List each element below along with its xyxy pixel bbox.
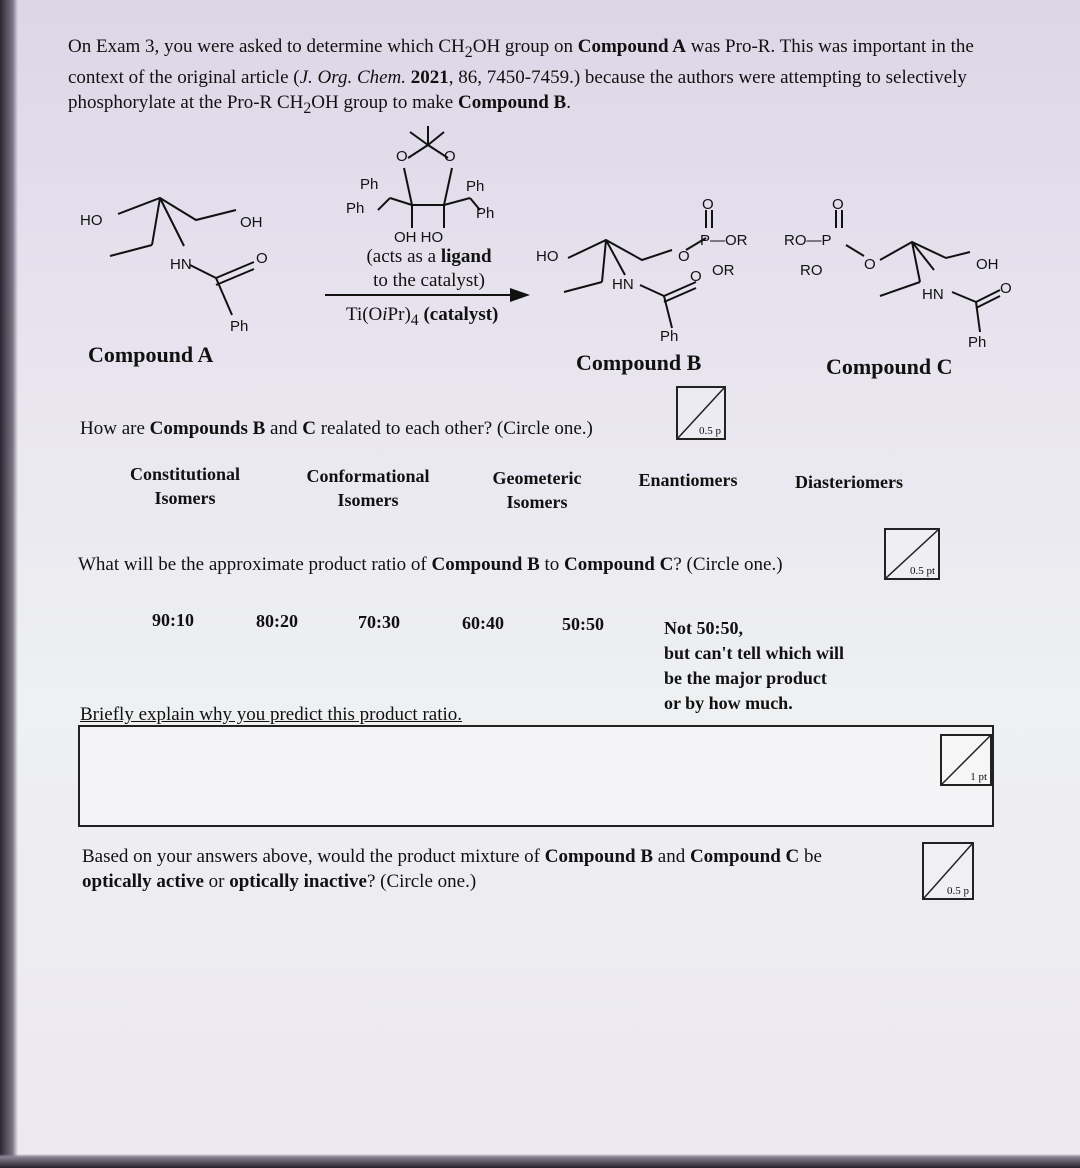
q2-option-60-40[interactable]: 60:40 (462, 613, 504, 633)
ligand-ph1-label: Ph (360, 176, 379, 193)
compound-a-oh-label: OH (240, 214, 263, 231)
compound-a-o-label: O (256, 250, 268, 267)
compound-b-p-or-label: P—OR (700, 232, 748, 249)
ligand-structure (378, 126, 480, 228)
compound-c-o-label: O (1000, 280, 1012, 297)
compound-a-hn-label: HN (170, 256, 192, 273)
compound-a-ph-label: Ph (230, 318, 249, 335)
q2-option-80-20[interactable]: 80:20 (256, 611, 298, 631)
score-box-diagonal (942, 736, 990, 784)
question-4-score-box[interactable]: 0.5 p (922, 842, 974, 900)
ligand-note: (acts as a ligand to the catalyst) (366, 246, 492, 291)
question-1-score-box[interactable]: 0.5 p (676, 386, 726, 440)
ligand-ph4-label: Ph (476, 205, 495, 222)
screen-bottom-edge (0, 1154, 1080, 1168)
q1-option-enantiomers[interactable]: Enantiomers (638, 470, 738, 490)
score-box-diagonal (924, 844, 972, 898)
compound-c-ro-p-label: RO—P (784, 232, 832, 249)
compound-b-or-label: OR (712, 262, 735, 279)
q2-option-70-30[interactable]: 70:30 (358, 612, 400, 632)
catalyst-label: $Ti(OiPr)_4$ (catalyst) (346, 304, 499, 329)
compound-b-o-top-label: O (702, 196, 714, 213)
q1-option-conformational[interactable]: Conformational Isomers (306, 466, 430, 510)
ligand-o1-label: O (396, 148, 408, 165)
compound-a-ho-label: HO (80, 212, 103, 229)
q1-option-diastereomers[interactable]: Diasteriomers (795, 472, 903, 492)
compound-c-hn-label: HN (922, 286, 944, 303)
compound-c-ro-label: RO (800, 262, 823, 279)
explanation-answer-box[interactable] (78, 725, 994, 827)
q2-option-not-50-50[interactable]: Not 50:50, but can't tell which will be the major product or by how much. (664, 618, 845, 713)
score-box-diagonal (678, 388, 724, 438)
q1-option-geometric[interactable]: Geometeric Isomers (492, 468, 582, 512)
compound-b-name: Compound B (576, 350, 702, 375)
compound-c-name: Compound C (826, 354, 953, 379)
intro-paragraph: On Exam 3, you were asked to determine which $CH_2OH$ group on Compound A was Pro-R. This was important in the context of the original article (J. Org. Chem. 2021, 86, 7450-7459.) because the authors were attempting to selectively phosphorylate at the Pro-R $CH_2OH$ group to make Compound B. (68, 36, 974, 117)
compound-b-ho-label: HO (536, 248, 559, 265)
ligand-ohho-label: OH HO (394, 229, 444, 246)
compound-b-hn-label: HN (612, 276, 634, 293)
q2-option-90-10[interactable]: 90:10 (152, 610, 194, 630)
ligand-o2-label: O (444, 148, 456, 165)
ligand-ph3-label: Ph (346, 200, 365, 217)
compound-a-name: Compound A (88, 342, 214, 367)
question-1-text: How are Compounds B and C realated to each other? (Circle one.) (80, 418, 593, 439)
ligand-ph2-label: Ph (466, 178, 485, 195)
question-3-text: Briefly explain why you predict this product ratio. (80, 704, 463, 725)
compound-c-o-link-label: O (864, 256, 876, 273)
compound-b-o-link-label: O (678, 248, 690, 265)
q1-option-constitutional[interactable]: Constitutional Isomers (129, 464, 241, 508)
score-box-diagonal (886, 530, 938, 578)
compound-b-ph-label: Ph (660, 328, 679, 345)
question-2-score-box[interactable]: 0.5 pt (884, 528, 940, 580)
q2-option-50-50[interactable]: 50:50 (562, 614, 604, 634)
question-4-text: Based on your answers above, would the product mixture of Compound B and Compound C be optically active or optically inactive? (Circle one.) (82, 846, 822, 892)
question-2-text: What will be the approximate product ratio of Compound B to Compound C? (Circle one.) (78, 554, 783, 575)
compound-c-o-top-label: O (832, 196, 844, 213)
compound-b-o-label: O (690, 268, 702, 285)
compound-c-ph-label: Ph (968, 334, 987, 351)
question-3-score-box[interactable]: 1 pt (940, 734, 992, 786)
compound-c-oh-label: OH (976, 256, 999, 273)
